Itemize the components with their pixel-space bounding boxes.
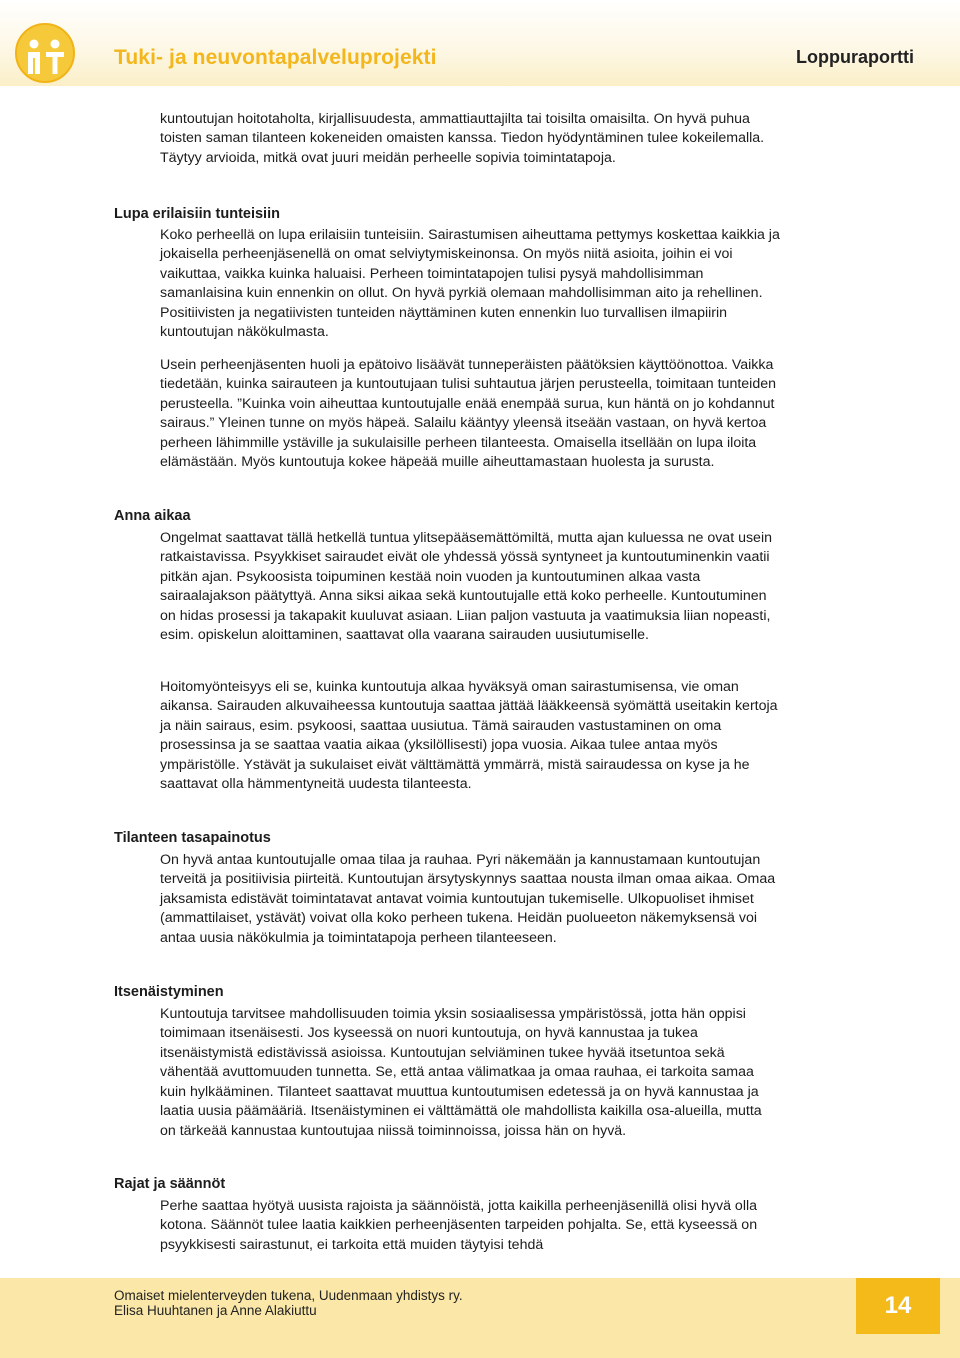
paragraph: Usein perheenjäsenten huoli ja epätoivo lisäävät tunneperäisten päätöksien käyttöönottoa. Vaikka tiedetään, kuinka sairauteen ja kuntoutujaan tulisi suhtautua järjen perusteella, toimitaan tunteiden perusteella. ”Kuinka voin aiheuttaa kuntoutujalle enää enempää surua, kun häntä on jo kohdannut sairaus.” Yleinen tunne on myös häpeä. Salailu kääntyy yleensä itseään vastaan, on hyvä kertoa perheen lähimmille ystäville ja sukulaisille perheen tilanteesta. Omaisella itsellään on lupa iloita elämästään. Myös kuntoutuja kokee häpeää muille aiheuttamastaan huolesta ja surusta. — [160, 357, 776, 471]
footer-text — [114, 1288, 463, 1318]
section-heading: Rajat ja säännöt — [114, 1176, 226, 1192]
page-header — [0, 0, 960, 86]
page-number: 14 — [884, 1292, 912, 1319]
project-title: Tuki- ja neuvontapalveluprojekti — [114, 46, 437, 69]
section-heading: Itsenäistyminen — [114, 984, 224, 1000]
paragraph: kuntoutujan hoitotaholta, kirjallisuudesta, ammattiauttajilta tai toisilta omaisilta. On hyvä puhua toisten saman tilanteen kokeneiden omaisten kanssa. Tiedon hyödyntäminen tulee kokeilemalla. Täytyy arvioida, mitkä ovat juuri meidän perheelle sopivia toimintatapoja. — [160, 111, 765, 166]
paragraph: Ongelmat saattavat tällä hetkellä tuntua ylitsepääsemättömiltä, mutta ajan kuluessa ne ovat usein ratkaistavissa. Psyykkiset sairaudet eivät ole yhdessä yössä syntyneet ja kuntoutuminenkin vaatii pitkän ajan. Psykoosista toipuminen kestää noin vuoden ja kuntoutuminen alkaa vasta sairaalajakson päätyttyä. Anna siksi aikaa sekä kuntoutujalle että koko perheelle. Kuntoutuminen on hidas prosessi ja takapakit kuuluvat asiaan. Liian paljon vastuuta ja vaatimuksia liian nopeasti, esim. opiskelun aloittaminen, saattavat olla vaarana sairauden uusiutumiselle. — [160, 530, 772, 644]
paragraph: Hoitomyönteisyys eli se, kuinka kuntoutuja alkaa hyväksyä oman sairastumisensa, vie oman aikansa. Sairauden alkuvaiheessa kuntoutuja saattaa jättää lääkkeensä syömättä useitakin kertoja ja näin sairaus, esim. psykoosi, saattaa uusiutua. Tämä sairauden vastustaminen on oma prosessinsa ja se saattaa vaatia aikaa (yksilöllisesti) jopa vuosia. Aikaa tulee antaa myös ympäristölle. Ystävät ja sukulaiset eivät välttämättä ymmärrä, mistä sairaudessa on kyse ja he saattavat olla hämmentyneitä uudesta tilanteesta. — [160, 679, 778, 793]
section-heading: Lupa erilaisiin tunteisiin — [114, 206, 280, 222]
organization-logo-icon — [14, 22, 76, 84]
page-number-badge — [856, 1278, 940, 1334]
page-footer — [0, 1278, 960, 1358]
report-title: Loppuraportti — [796, 47, 914, 67]
paragraph: Kuntoutuja tarvitsee mahdollisuuden toimia yksin sosiaalisessa ympäristössä, jotta hän oppisi toimimaan itsenäisesti. Jos kyseessä on nuori kuntoutuja, on hyvä kannustaa ja tukea itsenäistymistä edistävissä asioissa. Kuntoutujan selviäminen tukee hyvää itsetuntoa sekä vähentää avuttomuuden tunnetta. Se, että antaa välimatkaa ja omaa rauhaa, ei tarkoita samaa kuin hylkääminen. Tilanteet saattavat muuttua kuntoutumisen edetessä ja on hyvä kannustaa ja laatia uusia päämääriä. Itsenäistyminen ei välttämättä ole mahdollista kaikilla osa-alueilla, mutta on tärkeää kannustaa kuntoutujaa niissä toiminnoissa, joissa hän on hyvä. — [160, 1006, 762, 1139]
section-heading: Anna aikaa — [114, 508, 191, 524]
footer-authors: Elisa Huuhtanen ja Anne Alakiuttu — [114, 1303, 317, 1318]
paragraph: Perhe saattaa hyötyä uusista rajoista ja säännöistä, jotta kaikilla perheenjäsenillä olisi hyvä olla kotona. Säännöt tulee laatia kaikkien perheenjäsenten tarpeiden pohjalta. Se, että kyseessä on psyykkisesti sairastunut, ei tarkoita että muiden täytyisi tehdä — [160, 1198, 758, 1253]
section-heading: Tilanteen tasapainotus — [114, 830, 271, 846]
footer-organization: Omaiset mielenterveyden tukena, Uudenmaan yhdistys ry. — [114, 1288, 463, 1303]
paragraph: Koko perheellä on lupa erilaisiin tunteisiin. Sairastumisen aiheuttama pettymys koskettaa kaikkia ja jokaisella perheenjäsenellä on omat selviytymiskeinonsa. On myös niitä asioita, joihin ei voi vaikuttaa, vaikka kuinka haluaisi. Perheen toimintatapojen tulisi pysyä mahdollisimman samanlaisina kuin ennenkin on ollut. On hyvä pyrkiä olemaan mahdollisimman aito ja rehellinen. Positiivisten ja negatiivisten tunteiden näyttäminen kuten ennenkin luo turvallisen ilmapiirin kuntoutujan näkökulmasta. — [160, 227, 780, 341]
paragraph: On hyvä antaa kuntoutujalle omaa tilaa ja rauhaa. Pyri näkemään ja kannustamaan kuntoutujan terveitä ja positiivisia piirteitä. Kuntoutujan ärsytyskynnys saattaa nousta ilman omaa aikaa. Omaa jaksamista edistävät toimintatavat antavat voimia kuntoutujan tukemiselle. Ulkopuoliset ihmiset (ammattilaiset, ystävät) voivat olla koko perheen tukena. Heidän puolueeton näkemyksensä voi antaa uusia näkökulmia ja toimintatapoja perheen tilanteeseen. — [160, 852, 776, 946]
